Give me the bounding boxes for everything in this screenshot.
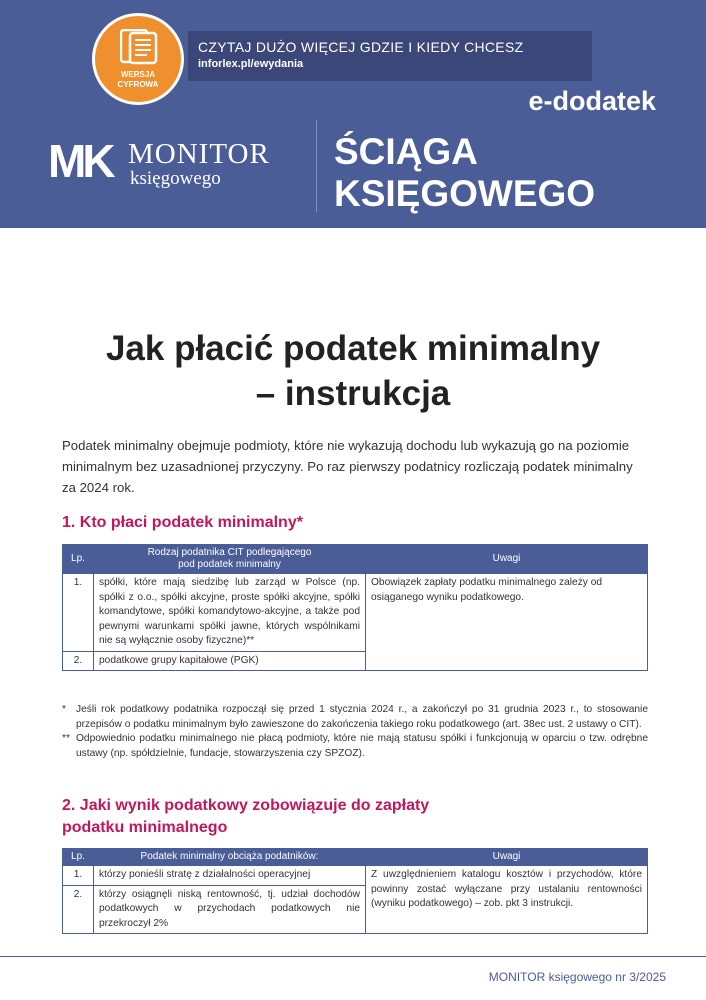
- section-2-heading-line1: 2. Jaki wynik podatkowy zobowiązuje do zapłaty: [62, 797, 430, 814]
- row-remarks: Obowiązek zapłaty podatku minimalnego zależy od osiąganego wyniku podatkowego.: [366, 574, 648, 671]
- publication-title-line1: ŚCIĄGA: [334, 131, 478, 172]
- tablet-document-icon: [120, 29, 158, 65]
- supplement-label: e-dodatek: [528, 86, 656, 116]
- issue-footer: MONITOR księgowego nr 3/2025: [488, 970, 666, 984]
- footnote: [62, 703, 648, 732]
- section-1-table: [62, 544, 648, 671]
- table-row: [63, 866, 648, 886]
- digital-version-badge[interactable]: [92, 13, 184, 105]
- row-text: podatkowe grupy kapitałowe (PGK): [94, 651, 366, 671]
- page-title: [0, 326, 706, 416]
- col-rodzaj-line1: Rodzaj podatnika CIT podlegającego: [147, 547, 312, 558]
- col-rodzaj: [94, 545, 366, 574]
- footnote-mark: **: [62, 733, 70, 744]
- col-uwagi: Uwagi: [366, 545, 648, 574]
- row-number: 1.: [63, 574, 94, 652]
- col-lp: Lp.: [63, 849, 94, 866]
- section-2-heading-line2: podatku minimalnego: [62, 819, 228, 836]
- table-row: [63, 574, 648, 652]
- footnotes: [62, 703, 648, 761]
- row-text: spółki, które mają siedzibę lub zarząd w Polsce (np. spółki z o.o., spółki akcyjne, proste spółki akcyjne, spółki komandytowe, spółki komandytowo-akcyjne, a także pod pewnymi warunkami spółki jawne, których wspólnikami nie są wyłącznie osoby fizyczne)**: [94, 574, 366, 652]
- intro-paragraph: Podatek minimalny obejmuje podmioty, które nie wykazują dochodu lub wykazują go na poziomie minimalnym bez uzasadnionej przyczyny. Po raz pierwszy podatnicy rozliczają podatek minimalny za 2024 rok.: [62, 438, 633, 495]
- section-1-heading: 1. Kto płaci podatek minimalny*: [62, 514, 303, 531]
- col-obciaza: Podatek minimalny obciąża podatników:: [94, 849, 366, 866]
- row-text: którzy osiągnęli niską rentowność, tj. udział dochodów podatkowych w przychodach podatkowych nie przekroczył 2%: [94, 885, 366, 934]
- publication-title-line2: KSIĘGOWEGO: [334, 173, 596, 214]
- promo-text: CZYTAJ DUŻO WIĘCEJ GDZIE I KIEDY CHCESZ: [198, 39, 524, 55]
- row-remarks: Z uwzględnieniem katalogu kosztów i przychodów, które powinny zostać wyłączane przy ustalaniu rentowności (wyniku podatkowego) – zob. pkt 3 instrukcji.: [366, 866, 648, 934]
- masthead: [0, 0, 706, 228]
- row-number: 2.: [63, 885, 94, 934]
- col-rodzaj-line2: pod podatek minimalny: [178, 559, 281, 570]
- logo-mark: MK: [48, 135, 112, 187]
- publication-title: [334, 131, 595, 215]
- col-lp: Lp.: [63, 545, 94, 574]
- row-number: 2.: [63, 651, 94, 671]
- section-2-table: [62, 848, 648, 934]
- footnote-mark: *: [62, 704, 66, 715]
- section-2-heading: [62, 795, 429, 839]
- footnote: [62, 732, 648, 761]
- header-divider: [316, 120, 317, 212]
- row-text: którzy ponieśli stratę z działalności operacyjnej: [94, 866, 366, 886]
- badge-label-1: WERSJA: [120, 70, 156, 79]
- row-number: 1.: [63, 866, 94, 886]
- promo-link[interactable]: inforlex.pl/ewydania: [198, 58, 304, 70]
- footnote-text: Odpowiednio podatku minimalnego nie płacą podmioty, które nie mają statusu spółki i funkcjonują w oparciu o tzw. odrębne ustawy (np. spółdzielnie, fundacje, stowarzyszenia czy SPZOZ).: [76, 733, 648, 759]
- promo-banner[interactable]: [188, 31, 592, 81]
- footer-divider: [0, 956, 706, 957]
- footnote-text: Jeśli rok podatkowy podatnika rozpoczął się przed 1 stycznia 2024 r., a zakończył po 31 grudnia 2023 r., to stosowanie przepisów o podatku minimalnym było zawieszone do zakończenia takiego roku podatkowego (art. 38ec ust. 2 ustawy o CIT).: [76, 704, 648, 730]
- col-uwagi: Uwagi: [366, 849, 648, 866]
- logo-subtitle: księgowego: [130, 168, 221, 189]
- page-title-line2: – instrukcja: [255, 374, 451, 413]
- page-title-line1: Jak płacić podatek minimalny: [105, 329, 601, 368]
- badge-label-2: CYFROWA: [117, 80, 159, 89]
- logo-monitor-text: MONITOR: [128, 138, 270, 170]
